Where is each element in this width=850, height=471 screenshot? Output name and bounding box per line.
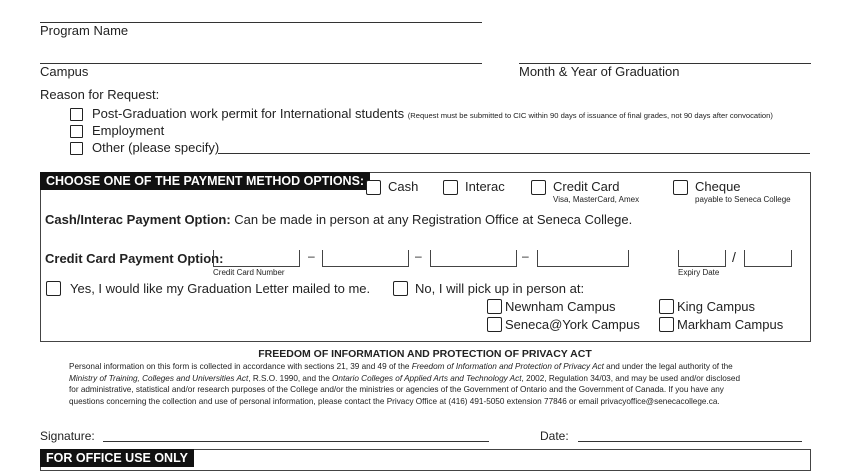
cc-number-label: Credit Card Number (213, 268, 285, 277)
cash-interac-text: Can be made in person at any Registration Office at Seneca College. (234, 212, 633, 227)
foi-text-7: questions concerning the collection and use of personal information, please contact the Privacy Office at (416) 491-5050 extension 77846 or email privacyoffice@senecacollege.ca. (69, 396, 720, 406)
foi-text-2: and under the legal authority of the (603, 362, 733, 371)
markham-campus-label: Markham Campus (677, 317, 784, 332)
expiry-year-field[interactable] (744, 250, 792, 267)
reason-label: Reason for Request: (40, 87, 160, 102)
cheque-sub: payable to Seneca College (695, 195, 791, 204)
cash-checkbox[interactable] (366, 180, 381, 195)
cheque-label: Cheque (695, 179, 741, 194)
cc-number-field-4[interactable] (537, 250, 629, 267)
signature-label: Signature: (40, 429, 95, 443)
cc-dash-1: – (308, 249, 315, 263)
cc-number-field-3[interactable] (430, 250, 517, 267)
cc-dash-3: – (522, 249, 529, 263)
expiry-label: Expiry Date (678, 268, 720, 277)
seneca-york-campus-checkbox[interactable] (487, 317, 502, 332)
reason-pgwp-note: (Request must be submitted to CIC within 90 days of issuance of final grades, not 90 days after convocation) (407, 111, 773, 120)
expiry-month-field[interactable] (678, 250, 726, 267)
graduation-date-label: Month & Year of Graduation (519, 64, 680, 79)
credit-card-option-title: Credit Card Payment Option: (45, 251, 224, 266)
foi-text-act-1: Freedom of Information and Protection of Privacy Act (411, 362, 604, 371)
foi-title: FREEDOM OF INFORMATION AND PROTECTION OF PRIVACY ACT (258, 348, 592, 360)
date-line[interactable] (578, 441, 802, 442)
credit-card-sub: Visa, MasterCard, Amex (553, 195, 640, 204)
cash-interac-row (45, 212, 632, 227)
foi-text-act-3: Ontario Colleges of Applied Arts and Technology Act (332, 373, 522, 383)
king-campus-checkbox[interactable] (659, 299, 674, 314)
reason-employment-checkbox[interactable] (70, 125, 83, 138)
credit-card-label: Credit Card (553, 179, 620, 194)
newnham-campus-checkbox[interactable] (487, 299, 502, 314)
reason-other-line[interactable] (218, 153, 810, 154)
reason-other-label: Other (please specify) (92, 140, 220, 155)
foi-text-1: Personal information on this form is collected in accordance with sections 21, 39 and 49 of the (69, 362, 412, 371)
seneca-york-campus-label: Seneca@York Campus (505, 317, 640, 332)
reason-pgwp-checkbox[interactable] (70, 108, 83, 121)
foi-paragraph (69, 361, 789, 407)
reason-employment-label: Employment (92, 123, 165, 138)
reason-pgwp-text: Post-Graduation work permit for International students (92, 106, 405, 121)
mail-letter-label: Yes, I would like my Graduation Letter mailed to me. (70, 281, 371, 296)
cc-number-field-1[interactable] (213, 250, 300, 267)
pickup-checkbox[interactable] (393, 281, 408, 296)
credit-card-checkbox[interactable] (531, 180, 546, 195)
markham-campus-checkbox[interactable] (659, 317, 674, 332)
interac-checkbox[interactable] (443, 180, 458, 195)
program-name-label: Program Name (40, 23, 129, 38)
pickup-label: No, I will pick up in person at: (415, 281, 585, 296)
reason-other-checkbox[interactable] (70, 142, 83, 155)
king-campus-label: King Campus (677, 299, 756, 314)
foi-text-5: , 2002, Regulation 34/03, and may be used and/or disclosed (521, 373, 740, 383)
office-use-header: FOR OFFICE USE ONLY (40, 449, 194, 467)
expiry-separator: / (732, 249, 736, 265)
cc-number-field-2[interactable] (322, 250, 409, 267)
cheque-checkbox[interactable] (673, 180, 688, 195)
campus-label: Campus (40, 64, 89, 79)
mail-letter-checkbox[interactable] (46, 281, 61, 296)
signature-line[interactable] (103, 441, 489, 442)
newnham-campus-label: Newnham Campus (505, 299, 616, 314)
reason-pgwp-label (92, 106, 773, 121)
date-label: Date: (540, 429, 569, 443)
foi-text-6: for administrative, statistical and/or research purposes of the College and/or the ministries or agencies of the Government of Ontario and the Government of Canada. If you have any (69, 385, 724, 394)
cash-interac-title: Cash/Interac Payment Option: (45, 212, 231, 227)
cc-dash-2: – (415, 249, 422, 263)
campus-line[interactable] (40, 63, 482, 64)
foi-text-act-2: Ministry of Training, Colleges and Universities Act (69, 373, 249, 383)
interac-label: Interac (465, 179, 505, 194)
payment-header: CHOOSE ONE OF THE PAYMENT METHOD OPTIONS: (40, 172, 370, 190)
foi-text-4: , R.S.O. 1990, and the (248, 373, 333, 383)
cash-label: Cash (388, 179, 419, 194)
